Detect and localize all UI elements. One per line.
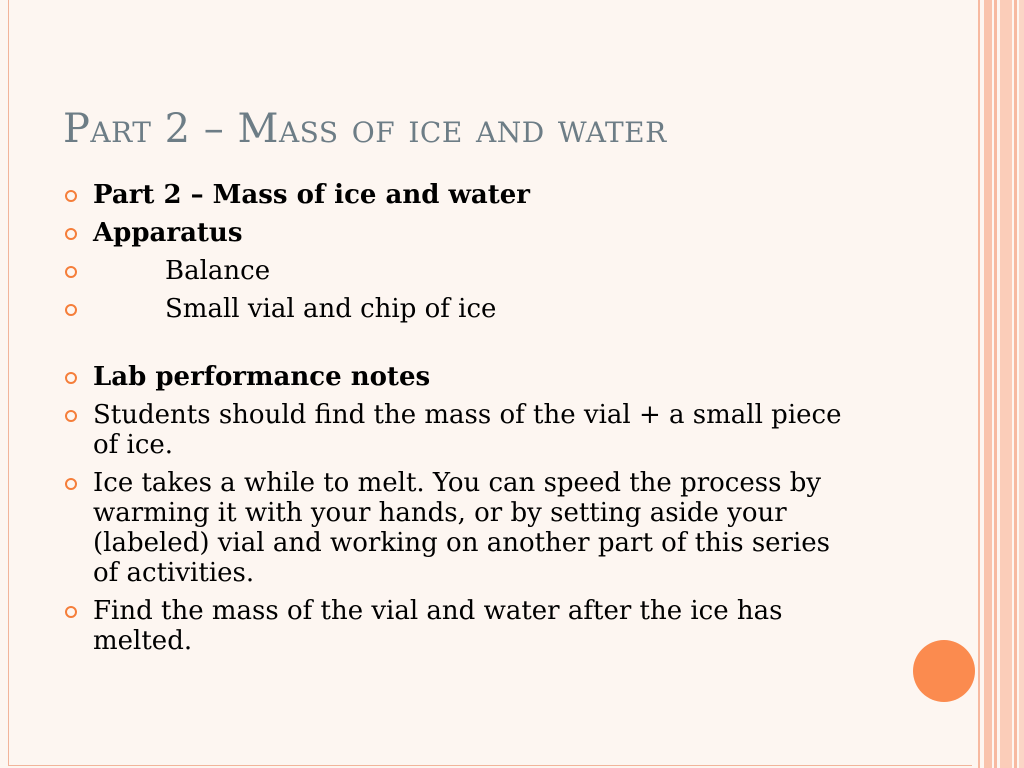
bullet-item [63,218,863,248]
bullet-icon [65,606,77,618]
bullet-icon [65,410,77,422]
slide-title: Part 2 – Mass of ice and water [63,106,667,152]
bullet-text: Find the mass of the vial and water after the ice has melted. [93,596,783,656]
bullet-icon [65,478,77,490]
bullet-text: Lab performance notes [93,362,431,392]
decorative-stripe [978,0,980,768]
bullet-item [63,400,863,460]
bullet-text: Balance [165,256,271,286]
decorative-stripe [1000,0,1012,768]
decorative-stripe [1014,0,1017,768]
decorative-stripe [984,0,992,768]
bullet-text: Ice takes a while to melt. You can speed the process by warming it with your hands, or by setting aside your (labeled) vial and working on another part of this series of activities. [93,468,831,588]
decorative-stripe [1019,0,1024,768]
bullet-item [63,180,863,210]
bullet-item [63,294,863,324]
bullet-list [63,180,863,664]
bullet-item [63,468,863,588]
bullet-text: Students should find the mass of the vial + a small piece of ice. [93,400,842,460]
bullet-icon [65,372,77,384]
bullet-icon [65,304,77,316]
decorative-circle-icon [913,640,975,702]
decorative-stripe [994,0,997,768]
bullet-item [63,596,863,656]
bullet-item [63,256,863,286]
bullet-icon [65,228,77,240]
bullet-text: Small vial and chip of ice [165,294,497,324]
bullet-icon [65,190,77,202]
bullet-text: Part 2 – Mass of ice and water [93,180,530,210]
bullet-item [63,362,863,392]
bullet-text: Apparatus [93,218,243,248]
bullet-icon [65,266,77,278]
